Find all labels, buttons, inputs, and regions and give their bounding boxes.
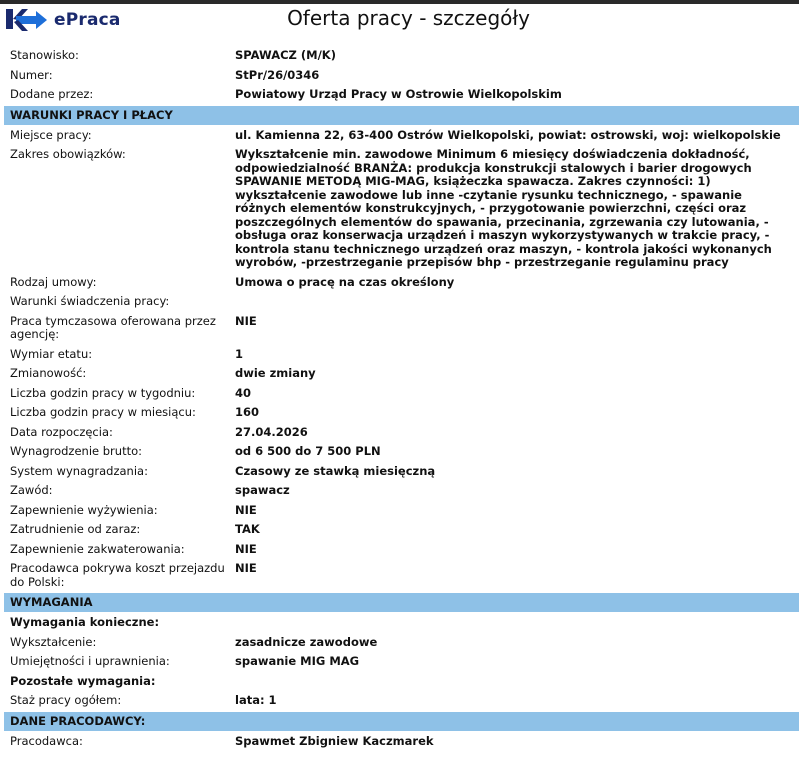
detail-label: Miejsce pracy: bbox=[10, 127, 92, 142]
detail-value: ul. Kamienna 22, 63-400 Ostrów Wielkopolski, powiat: ostrowski, woj: wielkopolskie bbox=[235, 127, 781, 142]
detail-value: StPr/26/0346 bbox=[235, 67, 320, 82]
detail-label: Wymiar etatu: bbox=[10, 346, 93, 361]
detail-value: 40 bbox=[235, 385, 252, 400]
page-header bbox=[0, 4, 799, 40]
detail-label: Liczba godzin pracy w tygodniu: bbox=[10, 385, 196, 400]
detail-row bbox=[4, 481, 799, 501]
detail-row bbox=[4, 462, 799, 482]
detail-value: 1 bbox=[235, 346, 244, 361]
pracodawca-block bbox=[4, 732, 799, 752]
detail-value: Czasowy ze stawką miesięczną bbox=[235, 463, 436, 478]
detail-value: Wykształcenie min. zawodowe Minimum 6 miesięcy doświadczenia dokładność, odpowiedzialność BRANŻA: produkcja konstrukcji stalowych i barier drogowych SPAWANIE METODĄ MIG-MAG, książeczka spawacza. Zakres czynności: 1) wykształcenie zawodowe lub inne -czytanie rysunku technicznego, - spawanie różnych elementów konstrukcyjnych, - przygotowanie powierzchni, części oraz poszczególnych elementów do spawania, przecinania, zgrzewania czy lutowania, - obsługa oraz konserwacja urządzeń i maszyn wykorzystywanych w trakcie pracy, - kontrola stanu technicznego urządzeń oraz maszyn, - kontrola jakości wykonanych wyrobów, -przestrzeganie przepisów bhp - przestrzeganie regulaminu pracy bbox=[235, 147, 772, 269]
detail-value: NIE bbox=[235, 502, 257, 517]
detail-row bbox=[4, 66, 799, 86]
detail-value: spawanie MIG MAG bbox=[235, 654, 360, 668]
detail-label: System wynagradzania: bbox=[10, 463, 148, 478]
detail-label: Wykształcenie: bbox=[10, 634, 97, 649]
section-pracodawca: DANE PRACODAWCY: bbox=[4, 712, 799, 731]
detail-row bbox=[4, 345, 799, 365]
detail-value: 27.04.2026 bbox=[235, 424, 308, 439]
wymagania-konieczne-heading: Wymagania konieczne: bbox=[10, 615, 160, 629]
pozostale-block bbox=[4, 691, 799, 711]
detail-row bbox=[4, 423, 799, 443]
offer-details bbox=[4, 46, 799, 751]
detail-label: Zatrudnienie od zaraz: bbox=[10, 522, 141, 536]
detail-row bbox=[4, 559, 799, 592]
detail-label: Praca tymczasowa oferowana przez agencję: bbox=[10, 313, 216, 341]
page-title: Oferta pracy - szczegóły bbox=[287, 6, 530, 30]
detail-label: Liczba godzin pracy w miesiącu: bbox=[10, 405, 196, 419]
detail-value: NIE bbox=[235, 313, 257, 328]
detail-row bbox=[4, 384, 799, 404]
detail-value: dwie zmiany bbox=[235, 366, 316, 380]
detail-value: spawacz bbox=[235, 483, 290, 497]
detail-row bbox=[4, 126, 799, 146]
detail-label: Pracodawca pokrywa koszt przejazdu do Polski: bbox=[10, 561, 225, 589]
detail-label: Staż pracy ogółem: bbox=[10, 693, 122, 707]
detail-row bbox=[4, 520, 799, 540]
detail-label: Zapewnienie zakwaterowania: bbox=[10, 541, 185, 556]
detail-row bbox=[4, 732, 799, 752]
detail-row bbox=[4, 46, 799, 66]
detail-value: zasadnicze zawodowe bbox=[235, 634, 378, 649]
detail-value: TAK bbox=[235, 522, 260, 536]
detail-value: SPAWACZ (M/K) bbox=[235, 48, 336, 62]
detail-label: Stanowisko: bbox=[10, 48, 79, 62]
detail-value: NIE bbox=[235, 561, 257, 575]
detail-label: Zapewnienie wyżywienia: bbox=[10, 502, 158, 517]
detail-row bbox=[4, 364, 799, 384]
detail-row bbox=[4, 540, 799, 560]
detail-value: od 6 500 do 7 500 PLN bbox=[235, 444, 381, 458]
detail-row bbox=[4, 292, 799, 312]
section-wymagania: WYMAGANIA bbox=[4, 593, 799, 612]
detail-label: Rodzaj umowy: bbox=[10, 274, 97, 289]
detail-row bbox=[4, 691, 799, 711]
wymagania-pozostale-heading: Pozostałe wymagania: bbox=[10, 673, 156, 688]
detail-value: lata: 1 bbox=[235, 693, 277, 707]
detail-label: Zmianowość: bbox=[10, 366, 87, 380]
detail-row bbox=[4, 145, 799, 273]
detail-row bbox=[4, 652, 799, 672]
intro-block bbox=[4, 46, 799, 105]
detail-row bbox=[4, 273, 799, 293]
detail-label: Pracodawca: bbox=[10, 733, 83, 748]
logo-text: ePraca bbox=[54, 10, 121, 30]
detail-row bbox=[4, 501, 799, 521]
detail-label: Numer: bbox=[10, 67, 53, 82]
detail-label: Data rozpoczęcia: bbox=[10, 424, 113, 439]
detail-row bbox=[4, 85, 799, 105]
detail-label: Dodane przez: bbox=[10, 87, 94, 101]
detail-value bbox=[235, 295, 793, 309]
konieczne-block bbox=[4, 633, 799, 672]
detail-value: Umowa o pracę na czas określony bbox=[235, 274, 455, 289]
detail-label: Wynagrodzenie brutto: bbox=[10, 444, 142, 458]
detail-label: Zakres obowiązków: bbox=[10, 147, 126, 161]
detail-label: Zawód: bbox=[10, 483, 53, 497]
detail-value: Powiatowy Urząd Pracy w Ostrowie Wielkopolskim bbox=[235, 87, 562, 101]
detail-label: Warunki świadczenia pracy: bbox=[10, 294, 170, 308]
detail-value: Spawmet Zbigniew Kaczmarek bbox=[235, 733, 434, 748]
detail-row bbox=[4, 442, 799, 462]
warunki-block bbox=[4, 126, 799, 593]
section-warunki: WARUNKI PRACY I PŁACY bbox=[4, 106, 799, 125]
detail-value: NIE bbox=[235, 541, 257, 556]
detail-row bbox=[4, 403, 799, 423]
detail-row bbox=[4, 312, 799, 345]
detail-row bbox=[4, 633, 799, 653]
detail-value: 160 bbox=[235, 405, 260, 419]
detail-label: Umiejętności i uprawnienia: bbox=[10, 654, 170, 668]
